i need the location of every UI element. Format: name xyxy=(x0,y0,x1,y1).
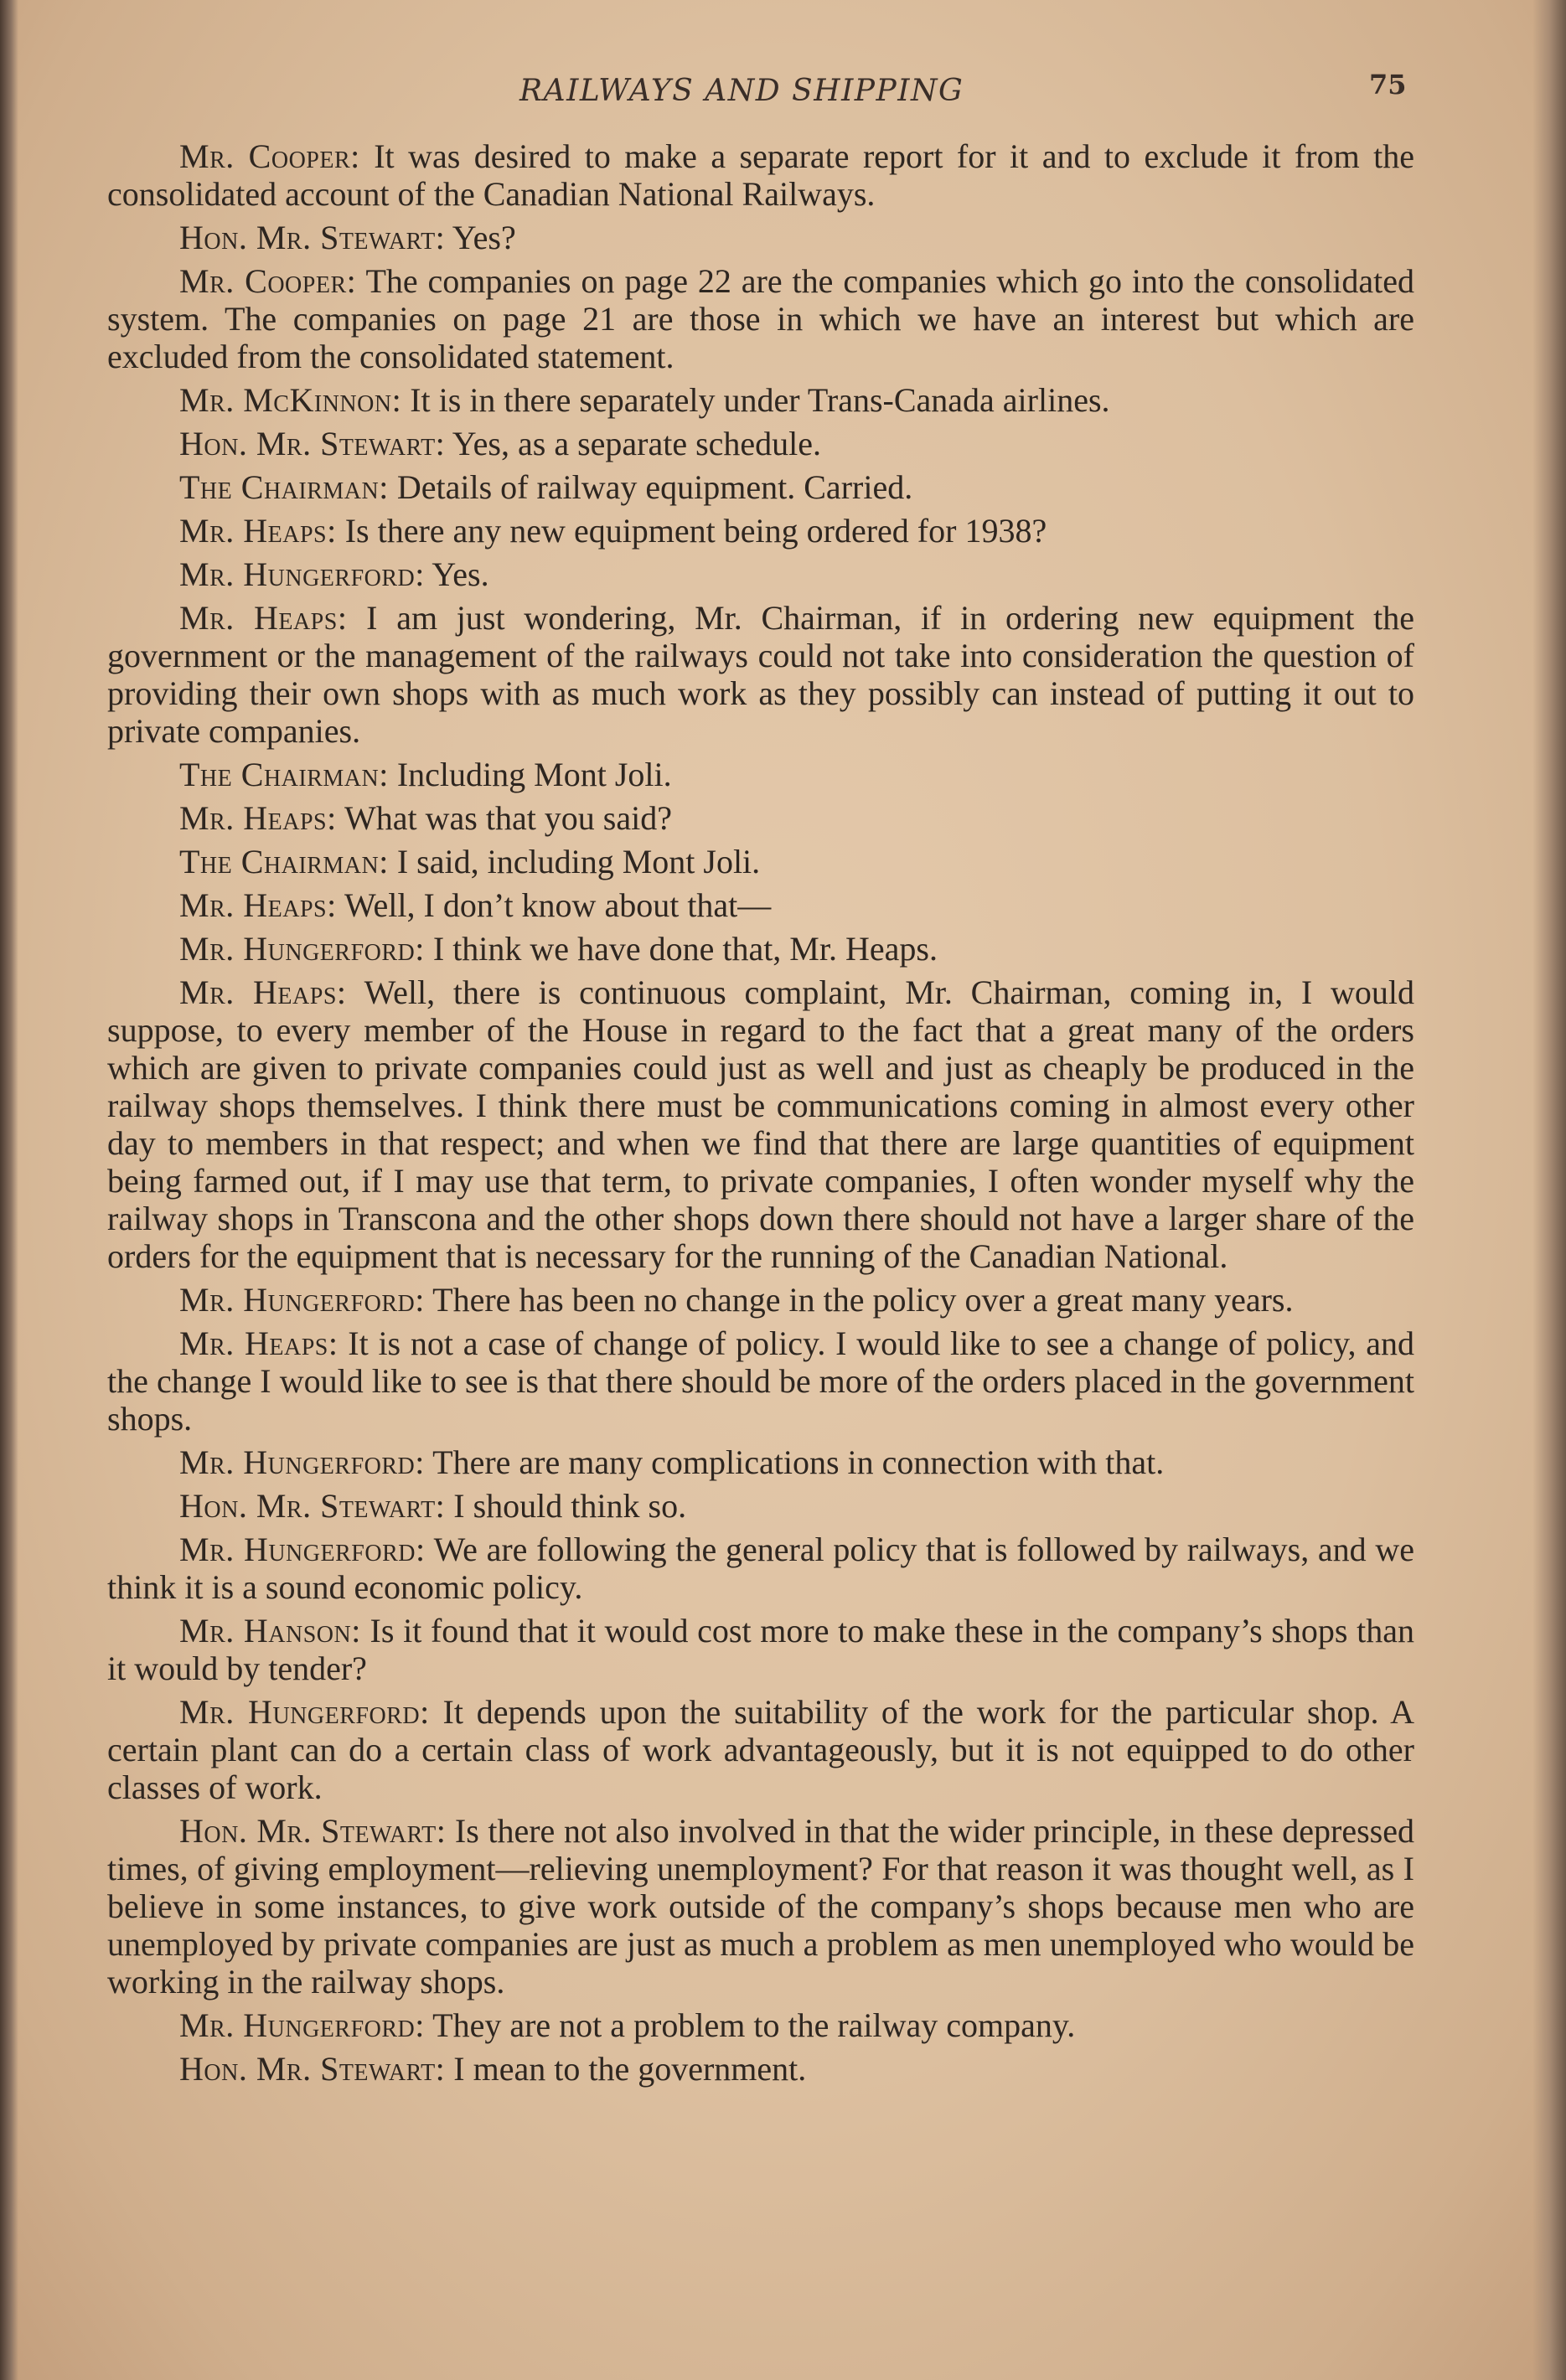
paragraph xyxy=(107,1612,1414,1687)
paragraph xyxy=(107,1531,1414,1606)
paragraph xyxy=(107,886,1414,924)
speech-text: There has been no change in the policy over a great many years. xyxy=(424,1281,1294,1319)
speaker-name: Hon. Mr. Stewart: xyxy=(179,1812,447,1850)
speech-text: What was that you said? xyxy=(336,799,672,837)
speech-text: I should think so. xyxy=(445,1487,687,1525)
speech-text: It is not a case of change of policy. I would like to see a change of policy, and the change I would like to see is that there should be more of the orders placed in the government shops. xyxy=(107,1324,1414,1438)
speech-text: There are many complications in connection with that. xyxy=(424,1443,1165,1481)
speech-text: I said, including Mont Joli. xyxy=(388,843,761,880)
speaker-name: Mr. Cooper: xyxy=(179,137,360,175)
paragraph xyxy=(107,381,1414,419)
speaker-name: Mr. Heaps: xyxy=(179,799,337,837)
speaker-name: Mr. Heaps: xyxy=(179,1324,339,1362)
speaker-name: The Chairman: xyxy=(179,843,389,880)
speech-text: Well, there is continuous complaint, Mr. Chairman, coming in, I would suppose, to every member of the House in regard to the fact that a great many of the orders which are given to private companies could just as well and just as cheaply be produced in the railway shops themselves. I think there must be communications coming in almost every other day to members in that respect; and when we find that there are large quantities of equipment being farmed out, if I may use that term, to private companies, I often wonder myself why the railway shops in Transcona and the other shops down there should not have a larger share of the orders for the equipment that is necessary for the running of the Canadian National. xyxy=(107,973,1415,1275)
speaker-name: Mr. Heaps: xyxy=(179,973,347,1011)
speaker-name: The Chairman: xyxy=(179,756,389,793)
speaker-name: Mr. Hungerford: xyxy=(179,1531,426,1568)
speech-text: It depends upon the suitability of the work for the particular shop. A certain plant can do a certain class of work advantageously, but it is not equipped to do other classes of work. xyxy=(107,1693,1415,1806)
speaker-name: Mr. Hanson: xyxy=(179,1612,361,1649)
paragraph xyxy=(107,512,1414,550)
paragraph xyxy=(107,843,1414,880)
speaker-name: Mr. Cooper: xyxy=(179,262,357,300)
paragraph xyxy=(107,1693,1414,1806)
speech-text: Including Mont Joli. xyxy=(388,756,672,793)
page-binding-edge xyxy=(0,0,18,2380)
paragraph xyxy=(107,973,1414,1275)
speech-text: Well, I don’t know about that— xyxy=(336,886,772,924)
speaker-name: Mr. Heaps: xyxy=(179,512,337,550)
speech-text: I mean to the government. xyxy=(445,2050,807,2088)
paragraph xyxy=(107,1281,1414,1319)
paragraph xyxy=(107,1324,1414,1438)
speaker-name: Mr. McKinnon: xyxy=(179,381,402,419)
speaker-name: Mr. Hungerford: xyxy=(179,930,425,968)
page-header xyxy=(0,69,1566,124)
paragraph xyxy=(107,930,1414,968)
speech-text: It is in there separately under Trans-Canada airlines. xyxy=(401,381,1110,419)
paragraph xyxy=(107,1487,1414,1525)
speech-text: Details of railway equipment. Carried. xyxy=(388,468,913,506)
speech-text: Yes, as a separate schedule. xyxy=(445,425,822,462)
speech-text: I am just wondering, Mr. Chairman, if in ordering new equipment the government or the management of the railways could not take into consideration the question of providing their own shops with as much work as they possibly can instead of putting it out to private companies. xyxy=(107,599,1414,750)
speech-text: Is there any new equipment being ordered for 1938? xyxy=(336,512,1047,550)
paragraph xyxy=(107,262,1414,375)
transcript-body xyxy=(107,137,1414,2093)
paragraph xyxy=(107,2050,1414,2088)
speaker-name: Mr. Hungerford: xyxy=(179,1281,425,1319)
speaker-name: Mr. Hungerford: xyxy=(179,1443,425,1481)
paragraph xyxy=(107,468,1414,506)
speaker-name: Mr. Hungerford: xyxy=(179,555,425,593)
paragraph xyxy=(107,219,1414,256)
paragraph xyxy=(107,555,1414,593)
speech-text: It was desired to make a separate report for it and to exclude it from the consolidated account of the Canadian National Railways. xyxy=(107,137,1415,213)
speaker-name: Hon. Mr. Stewart: xyxy=(179,425,446,462)
speech-text: We are following the general policy that is followed by railways, and we think it is a sound economic policy. xyxy=(107,1531,1415,1606)
speech-text: The companies on page 22 are the companies which go into the consolidated system. The companies on page 21 are those in which we have an interest but which are excluded from the consolidated statement. xyxy=(107,262,1414,375)
speech-text: Is it found that it would cost more to make these in the company’s shops than it would by tender? xyxy=(107,1612,1415,1687)
speech-text: I think we have done that, Mr. Heaps. xyxy=(424,930,938,968)
speech-text: Yes? xyxy=(445,219,516,256)
speaker-name: Mr. Heaps: xyxy=(179,886,337,924)
speech-text: Yes. xyxy=(424,555,489,593)
paragraph xyxy=(107,756,1414,793)
speech-text: Is there not also involved in that the wider principle, in these depressed times, of giving employment—relieving unemployment? For that reason it was thought well, as I believe in some instances, to give work outside of the company’s shops because men who are unemployed by private companies are just as much a problem as men unemployed who would be working in the railway shops. xyxy=(107,1812,1415,2001)
paragraph xyxy=(107,137,1414,213)
page-number: 75 xyxy=(1369,69,1407,101)
speaker-name: Hon. Mr. Stewart: xyxy=(179,2050,446,2088)
page-outer-edge xyxy=(1532,0,1566,2380)
speaker-name: Hon. Mr. Stewart: xyxy=(179,1487,446,1525)
paragraph xyxy=(107,799,1414,837)
paragraph xyxy=(107,425,1414,462)
paragraph xyxy=(107,1812,1414,2001)
paragraph xyxy=(107,599,1414,750)
speaker-name: Mr. Hungerford: xyxy=(179,2006,425,2044)
speaker-name: Hon. Mr. Stewart: xyxy=(179,219,446,256)
speech-text: They are not a problem to the railway company. xyxy=(424,2006,1076,2044)
speaker-name: The Chairman: xyxy=(179,468,389,506)
speaker-name: Mr. Hungerford: xyxy=(179,1693,430,1731)
running-title: RAILWAYS AND SHIPPING xyxy=(519,74,964,108)
paragraph xyxy=(107,1443,1414,1481)
speaker-name: Mr. Heaps: xyxy=(179,599,348,637)
paragraph xyxy=(107,2006,1414,2044)
